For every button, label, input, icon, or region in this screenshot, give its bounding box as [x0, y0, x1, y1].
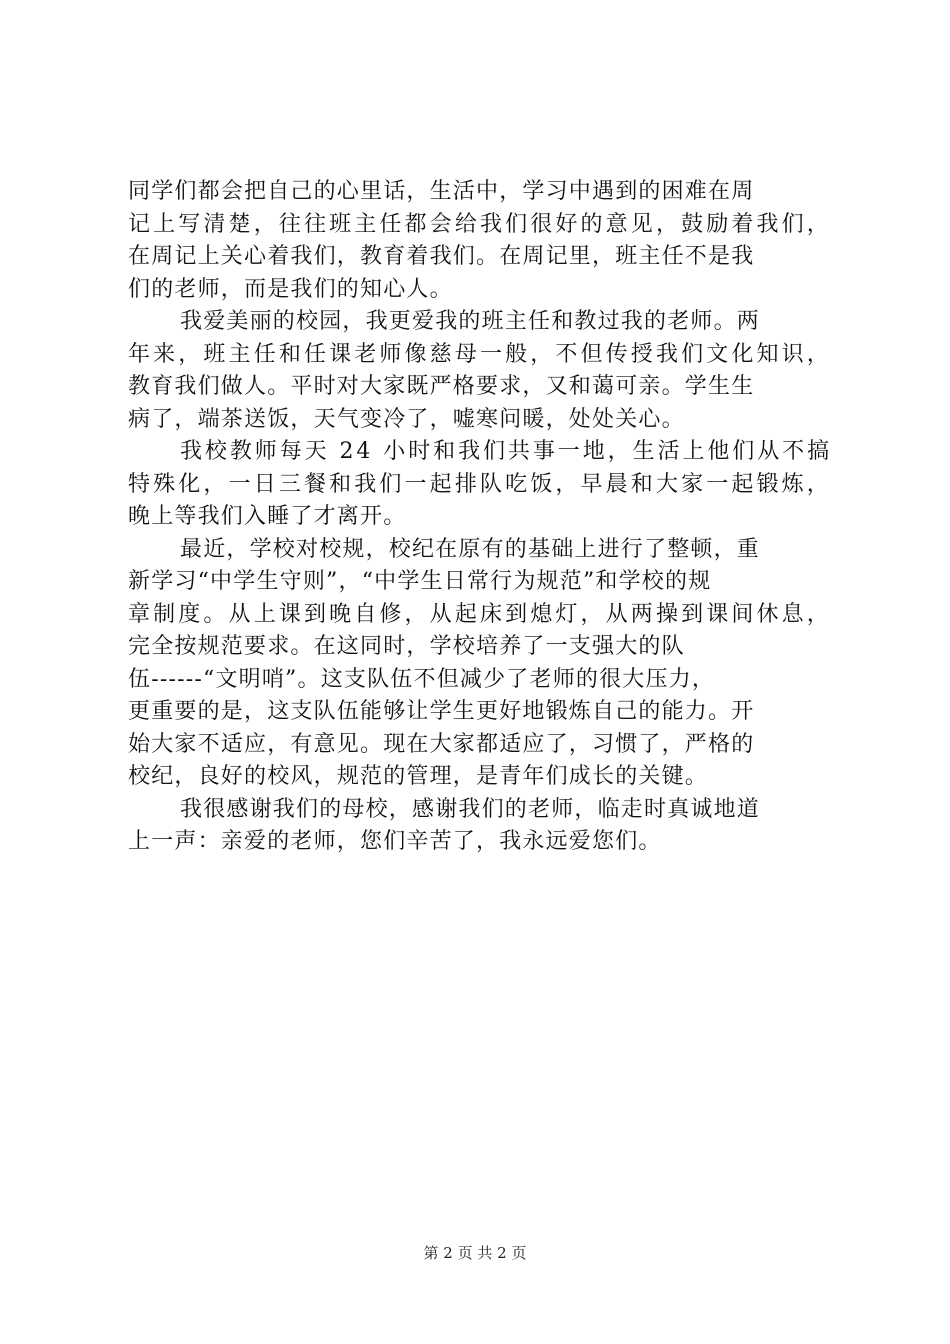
text-line: 年来，班主任和任课老师像慈母一般，不但传授我们文化知识， [128, 341, 832, 367]
text-line: 最近，学校对校规，校纪在原有的基础上进行了整顿，重 [180, 536, 761, 562]
text-line: 伍------“文明哨”。这支队伍不但减少了老师的很大压力， [128, 666, 716, 692]
text-line: 我爱美丽的校园，我更爱我的班主任和教过我的老师。两 [180, 309, 761, 334]
text-line: 特殊化，一日三餐和我们一起排队吃饭，早晨和大家一起锻炼， [128, 471, 832, 497]
text-line: 们的老师，而是我们的知心人。 [128, 276, 453, 302]
text-line: 校纪，良好的校风，规范的管理，是青年们成长的关键。 [128, 764, 709, 789]
page-number-footer: 第 2 页 共 2 页 [423, 1244, 527, 1262]
text-line: 更重要的是，这支队伍能够让学生更好地锻炼自己的能力。开 [128, 699, 755, 724]
text-line: 我校教师每天 24 小时和我们共事一地，生活上他们从不搞 [180, 439, 833, 464]
text-line: 在周记上关心着我们，教育着我们。在周记里，班主任不是我 [128, 244, 755, 269]
text-line: 同学们都会把自己的心里话，生活中，学习中遇到的困难在周 [128, 179, 755, 204]
text-line: 完全按规范要求。在这同时，学校培养了一支强大的队 [128, 634, 685, 659]
text-line: 病了，端茶送饭，天气变冷了，嘘寒问暖，处处关心。 [128, 406, 685, 432]
document-body [128, 176, 832, 859]
text-line: 记上写清楚，往往班主任都会给我们很好的意见，鼓励着我们， [128, 211, 832, 237]
text-line: 新学习“中学生守则”，“中学生日常行为规范”和学校的规 [128, 569, 712, 594]
text-line: 教育我们做人。平时对大家既严格要求，又和蔼可亲。学生生 [128, 374, 755, 399]
text-line: 章制度。从上课到晚自修，从起床到熄灯，从两操到课间休息， [128, 601, 832, 627]
text-line: 晚上等我们入睡了才离开。 [128, 504, 407, 529]
text-line: 上一声：亲爱的老师，您们辛苦了，我永远爱您们。 [128, 829, 662, 854]
text-line: 我很感谢我们的母校，感谢我们的老师，临走时真诚地道 [180, 796, 761, 822]
text-line: 始大家不适应，有意见。现在大家都适应了，习惯了，严格的 [128, 731, 755, 757]
